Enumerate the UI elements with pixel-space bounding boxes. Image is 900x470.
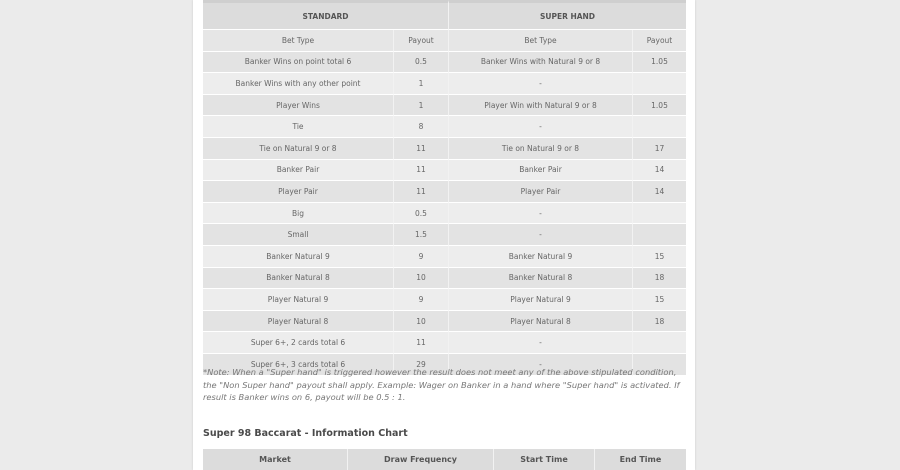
payout-row [203, 289, 686, 311]
super-bet-type: Player Natural 8 [448, 311, 632, 333]
standard-bet-type: Tie [203, 116, 393, 138]
info-chart-header-row [203, 449, 686, 470]
standard-bet-type: Banker Wins with any other point [203, 73, 393, 95]
standard-payout: 8 [393, 116, 448, 138]
super-bet-type: - [448, 224, 632, 246]
standard-bet-type: Banker Natural 8 [203, 268, 393, 290]
payout-row [203, 246, 686, 268]
super-bet-type: - [448, 354, 632, 376]
standard-payout: 1 [393, 95, 448, 117]
super-payout [632, 203, 686, 225]
standard-payout: 9 [393, 289, 448, 311]
standard-payout: 11 [393, 160, 448, 182]
col-start-time: Start Time [493, 449, 594, 470]
standard-payout: 11 [393, 181, 448, 203]
standard-bet-type: Super 6+, 2 cards total 6 [203, 332, 393, 354]
super-payout: 17 [632, 138, 686, 160]
standard-bet-type: Player Natural 9 [203, 289, 393, 311]
payout-row [203, 224, 686, 246]
col-bet-type-super: Bet Type [448, 30, 632, 52]
super-hand-note: *Note: When a "Super hand" is triggered however the result does not meet any of the above stipulated condition, the "Non Super hand" payout shall apply. Example: Wager on Banker in a hand where "Super hand" is activated. If result is Banker wins on 6, payout will be 0.5 : 1. [203, 367, 680, 402]
standard-payout: 10 [393, 268, 448, 290]
super-bet-type: Banker Pair [448, 160, 632, 182]
super-bet-type: - [448, 203, 632, 225]
super-payout: 18 [632, 268, 686, 290]
standard-bet-type: Player Pair [203, 181, 393, 203]
super-payout [632, 224, 686, 246]
super-payout [632, 73, 686, 95]
super-payout: 18 [632, 311, 686, 333]
col-draw-frequency: Draw Frequency [347, 449, 493, 470]
info-chart-table [203, 449, 686, 470]
super-payout: 1.05 [632, 95, 686, 117]
payout-row [203, 73, 686, 95]
standard-payout: 11 [393, 332, 448, 354]
super-bet-type: Player Win with Natural 9 or 8 [448, 95, 632, 117]
standard-payout: 0.5 [393, 52, 448, 74]
super-bet-type: Banker Wins with Natural 9 or 8 [448, 52, 632, 74]
payout-row [203, 138, 686, 160]
payout-row [203, 116, 686, 138]
standard-payout: 9 [393, 246, 448, 268]
standard-bet-type: Banker Pair [203, 160, 393, 182]
payout-row [203, 268, 686, 290]
payout-row [203, 181, 686, 203]
super-bet-type: Banker Natural 8 [448, 268, 632, 290]
standard-bet-type: Big [203, 203, 393, 225]
payout-header-row [203, 0, 686, 30]
standard-bet-type: Tie on Natural 9 or 8 [203, 138, 393, 160]
super-payout: 15 [632, 246, 686, 268]
super-bet-type: Player Natural 9 [448, 289, 632, 311]
super-bet-type: Tie on Natural 9 or 8 [448, 138, 632, 160]
col-bet-type-standard: Bet Type [203, 30, 393, 52]
super-hand-header: SUPER HAND [448, 0, 686, 30]
super-payout: 14 [632, 181, 686, 203]
content-panel [193, 0, 695, 470]
payout-row [203, 160, 686, 182]
super-payout: 14 [632, 160, 686, 182]
standard-bet-type: Banker Wins on point total 6 [203, 52, 393, 74]
super-bet-type: - [448, 332, 632, 354]
payout-row [203, 95, 686, 117]
payout-table [203, 0, 686, 376]
super-payout [632, 116, 686, 138]
payout-row [203, 332, 686, 354]
payout-column-row [203, 30, 686, 52]
col-payout-super: Payout [632, 30, 686, 52]
super-payout [632, 332, 686, 354]
super-payout: 1.05 [632, 52, 686, 74]
col-end-time: End Time [594, 449, 686, 470]
payout-row [203, 52, 686, 74]
super-bet-type: - [448, 73, 632, 95]
standard-bet-type: Player Wins [203, 95, 393, 117]
super-bet-type: Banker Natural 9 [448, 246, 632, 268]
standard-payout: 0.5 [393, 203, 448, 225]
standard-payout: 10 [393, 311, 448, 333]
standard-payout: 1.5 [393, 224, 448, 246]
standard-bet-type: Player Natural 8 [203, 311, 393, 333]
standard-payout: 1 [393, 73, 448, 95]
standard-bet-type: Banker Natural 9 [203, 246, 393, 268]
super-payout: 15 [632, 289, 686, 311]
col-market: Market [203, 449, 347, 470]
standard-bet-type: Super 6+, 3 cards total 6 [203, 354, 393, 376]
col-payout-standard: Payout [393, 30, 448, 52]
info-chart-title: Super 98 Baccarat - Information Chart [203, 428, 408, 439]
standard-payout: 11 [393, 138, 448, 160]
standard-header: STANDARD [203, 0, 448, 30]
super-bet-type: Player Pair [448, 181, 632, 203]
standard-bet-type: Small [203, 224, 393, 246]
payout-row [203, 311, 686, 333]
standard-payout: 29 [393, 354, 448, 376]
super-bet-type: - [448, 116, 632, 138]
payout-row [203, 203, 686, 225]
